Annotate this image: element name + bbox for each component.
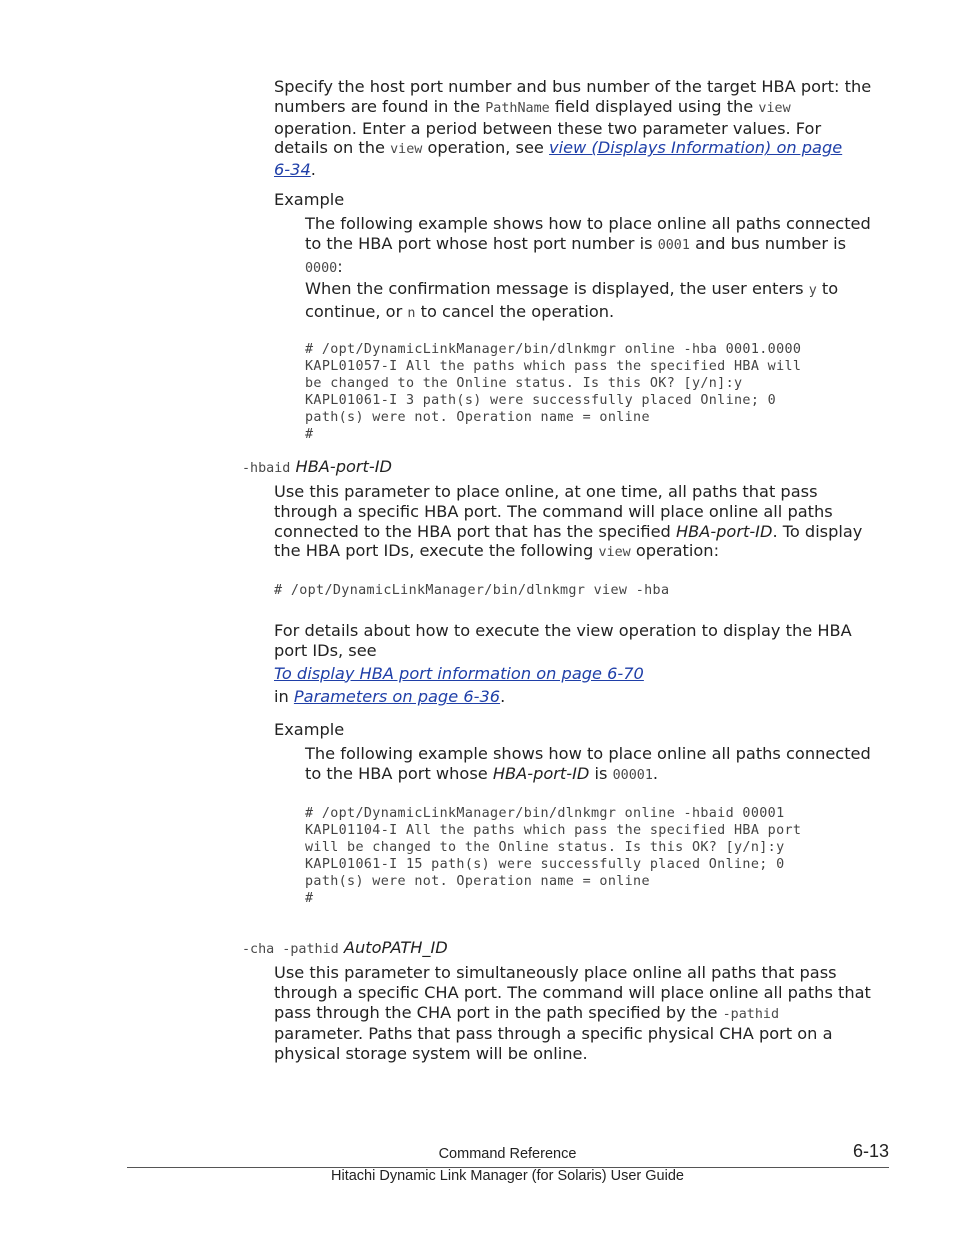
footer-book-title	[250, 1168, 765, 1184]
text: continue, or	[305, 301, 408, 321]
hbaid-description	[274, 482, 889, 563]
text: .	[652, 763, 659, 783]
text: .	[310, 160, 316, 180]
paragraph-line	[305, 764, 890, 786]
paragraph-line	[274, 687, 889, 707]
footer-chapter	[300, 1146, 715, 1162]
code-sample-online-hba	[305, 341, 890, 443]
paragraph-line: The following example shows how to place online all paths connected	[305, 744, 871, 763]
text: . To display	[772, 521, 863, 541]
parameters-link[interactable]: Parameters on page 6-36	[293, 687, 501, 707]
code-block: # /opt/DynamicLinkManager/bin/dlnkmgr view -hba	[274, 583, 670, 598]
paragraph-line	[274, 97, 889, 119]
inline-code: -pathid	[722, 1006, 780, 1022]
inline-code: PathName	[485, 100, 550, 116]
paragraph-line: Specify the host port number and bus number of the target HBA port: the	[274, 77, 872, 96]
page-number: 6-13	[852, 1141, 889, 1161]
paragraph-line	[305, 302, 890, 324]
confirmation-note	[305, 279, 890, 324]
parameter-value: HBA-port-ID	[295, 457, 392, 476]
paragraph-line: port IDs, see	[274, 640, 377, 660]
parameter-code: -hbaid	[242, 461, 291, 476]
paragraph-line	[305, 234, 890, 256]
book-title: Hitachi Dynamic Link Manager (for Solaris) User Guide	[331, 1168, 684, 1184]
text: details on the	[274, 138, 391, 158]
code-sample-online-hbaid	[305, 805, 890, 907]
parameter-code: -cha -pathid	[242, 942, 339, 957]
example2-description	[305, 744, 890, 786]
text: field displayed using the	[549, 96, 759, 116]
parameter-value: AutoPATH_ID	[343, 938, 448, 957]
paragraph-line	[274, 522, 889, 542]
view-command-link[interactable]: view (Displays Information) on page	[549, 138, 843, 158]
hbaid-parameter-heading	[242, 457, 842, 479]
inline-code: view	[758, 100, 791, 116]
inline-code: y	[808, 283, 817, 298]
text: the HBA port IDs, execute the following	[274, 541, 599, 561]
text: operation:	[630, 541, 720, 561]
text: to the HBA port whose	[305, 763, 493, 783]
text: to the HBA port whose host port number is	[305, 233, 658, 253]
paragraph-line	[274, 1003, 889, 1025]
paragraph-line: For details about how to execute the view operation to display the HBA	[274, 621, 852, 640]
code-sample-view-hba	[274, 582, 889, 599]
paragraph-line	[274, 138, 889, 160]
text: in	[274, 687, 294, 707]
cha-parameter-heading	[242, 938, 842, 960]
paragraph-line: Use this parameter to simultaneously place online all paths that pass	[274, 963, 837, 982]
example-label	[274, 720, 889, 740]
paragraph-line	[274, 541, 889, 563]
code-block: # /opt/DynamicLinkManager/bin/dlnkmgr online -hba 0001.0000 KAPL01057-I All the paths which pass the specified HBA will be changed to the Online status. Is this OK? [y/n]:y KAPL01061-I 3 path(s) were successfully placed Online; 0 path(s) were not. Operation name = online #	[305, 342, 802, 442]
text: and bus number is	[689, 233, 847, 253]
cha-description	[274, 963, 889, 1064]
text: to	[816, 279, 839, 298]
paragraph-line: through a specific CHA port. The command will place online all paths that	[274, 982, 871, 1002]
paragraph-line	[274, 160, 889, 180]
inline-code: 00001	[612, 767, 653, 783]
text: connected to the HBA port that has the specified	[274, 521, 676, 541]
paragraph-line	[305, 279, 890, 301]
paragraph-line	[305, 256, 890, 279]
example-label	[274, 190, 889, 210]
view-command-link-page[interactable]: 6-34	[274, 160, 311, 180]
hba-port-description	[274, 77, 889, 180]
paragraph-line: Use this parameter to place online, at one time, all paths that pass	[274, 482, 818, 501]
text: is	[589, 763, 613, 783]
hbaid-details	[274, 621, 889, 707]
text: :	[337, 256, 343, 276]
paragraph-line: parameter. Paths that pass through a specific physical CHA port on a	[274, 1024, 833, 1044]
code-block: # /opt/DynamicLinkManager/bin/dlnkmgr online -hbaid 00001 KAPL01104-I All the paths which pass the specified HBA port will be changed to the Online status. Is this OK? [y/n]:y KAPL01061-I 15 path(s) were successfully placed Online; 0 path(s) were not. Operation name = online #	[305, 806, 802, 906]
example-heading: Example	[274, 720, 345, 739]
footer-page-number	[820, 1141, 889, 1162]
text: pass through the CHA port in the path specified by the	[274, 1002, 723, 1022]
inline-code: n	[407, 305, 416, 321]
text: When the confirmation message is displayed, the user enters	[305, 279, 809, 298]
chapter-title: Command Reference	[438, 1146, 577, 1162]
emphasis: HBA-port-ID	[675, 521, 773, 541]
paragraph-line: operation. Enter a period between these two parameter values. For	[274, 118, 822, 138]
emphasis: HBA-port-ID	[492, 763, 590, 783]
paragraph-line: physical storage system will be online.	[274, 1044, 588, 1064]
paragraph-line: through a specific HBA port. The command will place online all paths	[274, 501, 833, 521]
hba-port-info-link[interactable]: To display HBA port information on page 6-70	[274, 663, 644, 683]
inline-code: 0000	[305, 260, 338, 276]
inline-code: 0001	[657, 237, 690, 253]
text: to cancel the operation.	[415, 301, 615, 321]
text: .	[500, 687, 506, 707]
text: numbers are found in the	[274, 96, 486, 116]
paragraph-line: The following example shows how to place online all paths connected	[305, 214, 871, 233]
inline-code: view	[390, 142, 423, 158]
inline-code: view	[598, 545, 631, 561]
paragraph-line	[274, 664, 889, 684]
text: operation, see	[422, 138, 550, 158]
example1-description	[305, 214, 890, 279]
example-heading: Example	[274, 190, 345, 209]
